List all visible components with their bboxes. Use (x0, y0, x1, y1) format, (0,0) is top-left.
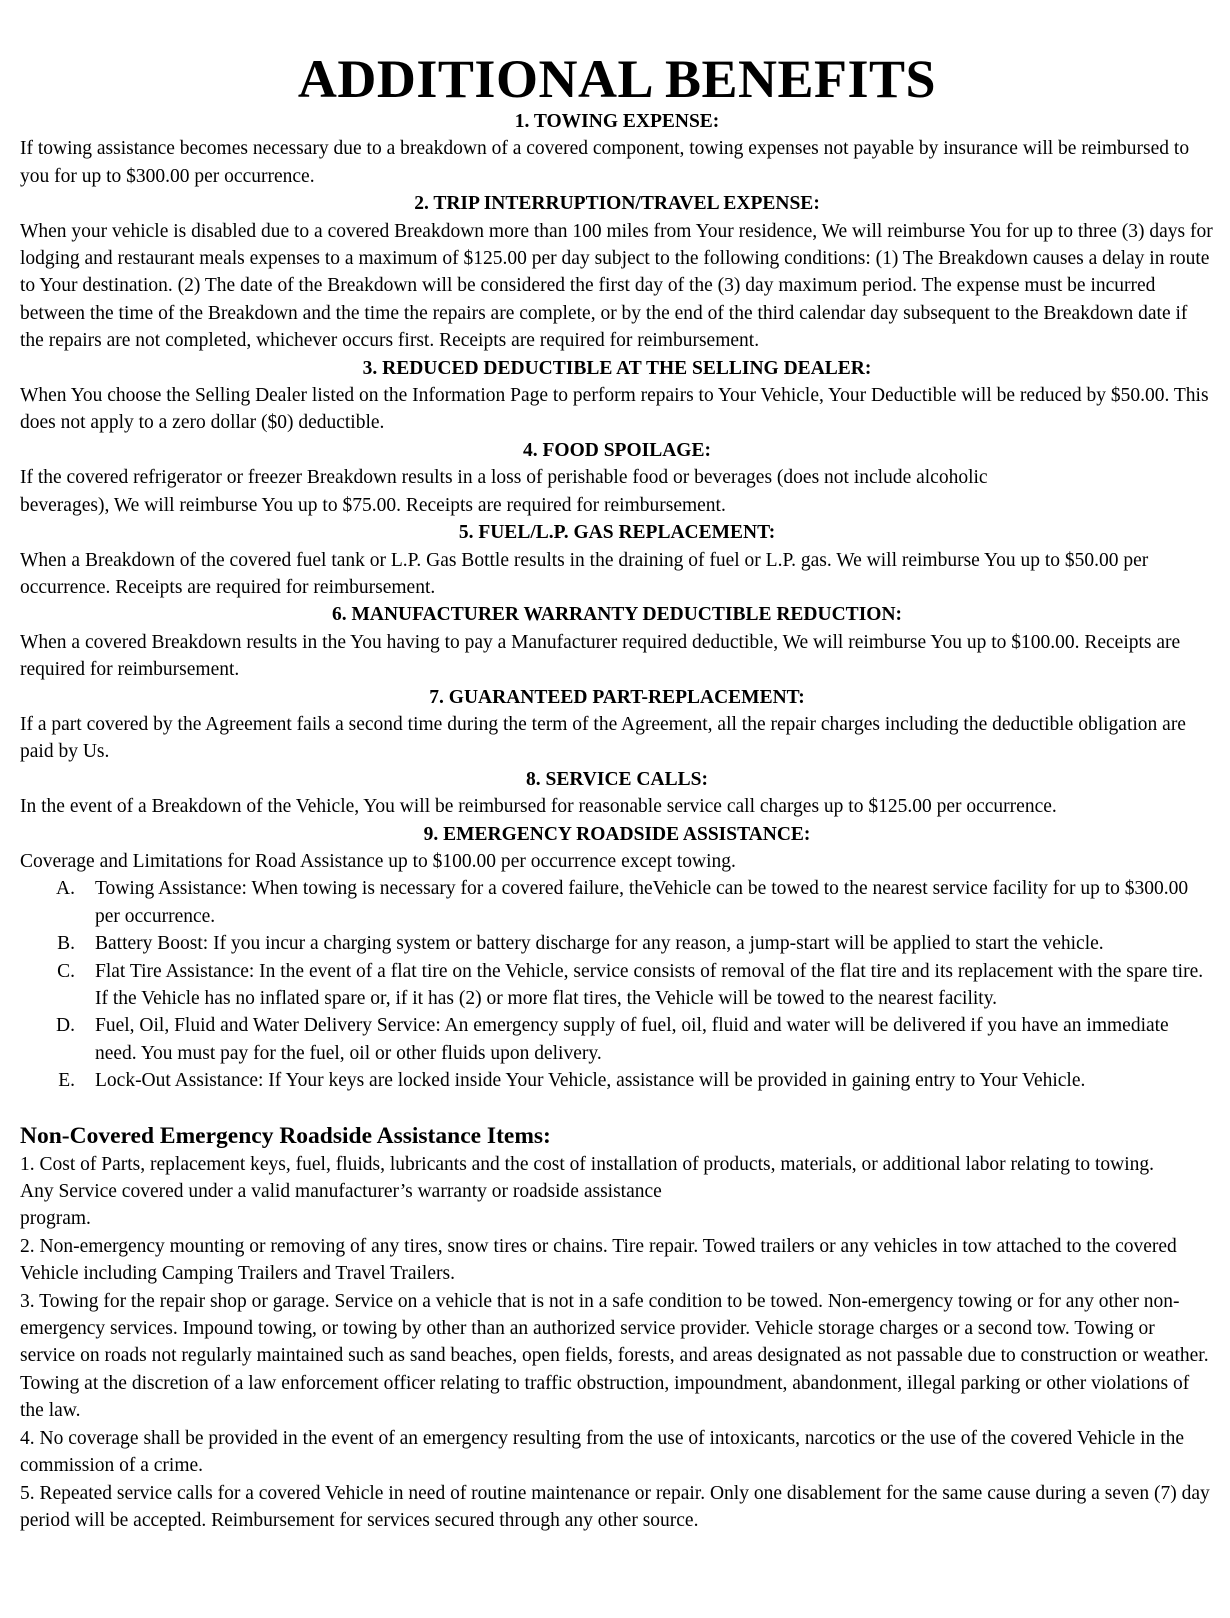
section-fuel-gas-replacement (20, 519, 1214, 601)
document-page (0, 50, 1230, 1618)
section-body: When a Breakdown of the covered fuel tank or L.P. Gas Bottle results in the draining of fuel or L.P. gas. We will reimburse You up to $50.00 per occurrence. Receipts are required for reimbursement. (20, 549, 1149, 598)
section-towing-expense (20, 108, 1214, 190)
section-heading: 6. MANUFACTURER WARRANTY DEDUCTIBLE REDUCTION: (331, 604, 903, 626)
section-manufacturer-deductible (20, 601, 1214, 683)
list-item-text: Battery Boost: If you incur a charging system or battery discharge for any reason, a jump-start will be applied to start the vehicle. (95, 933, 1104, 955)
list-marker: D. (56, 1015, 75, 1037)
non-covered-item: 3. Towing for the repair shop or garage. Service on a vehicle that is not in a safe condition to be towed. Non-emergency towing or for any other non-emergency services. Impound towing, or towing by other than an authorized service provider. Vehicle storage charges or a second tow. Towing or service on roads not regularly maintained such as sand beaches, open fields, forests, and areas designated as not passable due to construction or weather. Towing at the discretion of a law enforcement officer relating to traffic obstruction, impoundment, abandonment, illegal parking or other violations of the law. (20, 1290, 1209, 1422)
section-service-calls (20, 766, 1214, 821)
non-covered-item: 2. Non-emergency mounting or removing of any tires, snow tires or chains. Tire repair. Towed trailers or any vehicles in tow attached to the covered Vehicle including Camping Trailers and Travel Trailers. (20, 1235, 1177, 1285)
section-heading: 9. EMERGENCY ROADSIDE ASSISTANCE: (423, 823, 811, 845)
list-item-text: Towing Assistance: When towing is necessary for a covered failure, theVehicle can be towed to the nearest service facility for up to $300.00 per occurrence. (95, 878, 1189, 927)
list-marker: B. (57, 933, 75, 955)
section-body: If towing assistance becomes necessary due to a breakdown of a covered component, towing expenses not payable by insurance will be reimbursed to you for up to $300.00 per occurrence. (20, 138, 1190, 187)
list-item-text: Lock-Out Assistance: If Your keys are locked inside Your Vehicle, assistance will be provided in gaining entry to Your Vehicle. (95, 1070, 1086, 1092)
list-marker: E. (58, 1070, 75, 1092)
section-body: In the event of a Breakdown of the Vehicle, You will be reimbursed for reasonable service call charges up to $125.00 per occurrence. (20, 796, 1057, 818)
section-body: When You choose the Selling Dealer listed on the Information Page to perform repairs to Your Vehicle, Your Deductible will be reduced by $50.00. This does not apply to a zero dollar ($0) deductible. (20, 385, 1209, 434)
section-heading: 7. GUARANTEED PART-REPLACEMENT: (429, 686, 805, 708)
list-item (20, 1067, 1214, 1094)
section-heading: 2. TRIP INTERRUPTION/TRAVEL EXPENSE: (414, 193, 820, 215)
section-body: Coverage and Limitations for Road Assistance up to $100.00 per occurrence except towing. (20, 850, 736, 872)
document-title: ADDITIONAL BENEFITS (297, 49, 937, 109)
non-covered-item-line: program. (20, 1208, 91, 1230)
section-heading: 5. FUEL/L.P. GAS REPLACEMENT: (458, 522, 776, 544)
non-covered-item (20, 1151, 1214, 1233)
non-covered-section (20, 1121, 1214, 1535)
section-heading: 1. TOWING EXPENSE: (514, 111, 720, 132)
non-covered-item: 5. Repeated service calls for a covered Vehicle in need of routine maintenance or repair. Only one disablement for the same cause during a seven (7) day period will be accepted. Reimbursement for services secured through any other source. (20, 1482, 1210, 1531)
list-item-text: Flat Tire Assistance: In the event of a flat tire on the Vehicle, service consists of removal of the flat tire and its replacement with the spare tire. If the Vehicle has no inflated spare or, if it has (2) or more flat tires, the Vehicle will be towed to the nearest facility. (95, 960, 1204, 1009)
list-item (20, 1012, 1214, 1067)
non-covered-item: 4. No coverage shall be provided in the event of an emergency resulting from the use of intoxicants, narcotics or the use of the covered Vehicle in the commission of a crime. (20, 1427, 1185, 1477)
section-heading: 3. REDUCED DEDUCTIBLE AT THE SELLING DEALER: (362, 357, 872, 379)
list-item (20, 958, 1214, 1013)
section-roadside-assistance (20, 821, 1214, 1095)
list-item-text: Fuel, Oil, Fluid and Water Delivery Service: An emergency supply of fuel, oil, fluid and water will be delivered if you have an immediate need. You must pay for the fuel, oil or other fluids upon delivery. (95, 1015, 1169, 1064)
section-food-spoilage (20, 437, 1214, 519)
non-covered-item-line: 1. Cost of Parts, replacement keys, fuel, fluids, lubricants and the cost of installation of products, materials, or additional labor relating to towing. Any Service covered under a valid manufacturer’s warranty or roadside assistance (20, 1153, 1154, 1203)
non-covered-title: Non-Covered Emergency Roadside Assistance Items: (20, 1122, 551, 1149)
section-guaranteed-part (20, 684, 1214, 766)
section-body: If a part covered by the Agreement fails a second time during the term of the Agreement, all the repair charges including the deductible obligation are paid by Us. (20, 713, 1186, 763)
section-reduced-deductible (20, 355, 1214, 437)
section-body: When a covered Breakdown results in the You having to pay a Manufacturer required deductible, We will reimburse You up to $100.00. Receipts are required for reimbursement. (20, 631, 1181, 681)
list-marker: C. (57, 960, 75, 982)
roadside-items-list (20, 875, 1214, 1094)
section-body: When your vehicle is disabled due to a covered Breakdown more than 100 miles from Your residence, We will reimburse You for up to three (3) days for lodging and restaurant meals expenses to a maximum of $125.00 per day subject to the following conditions: (1) The Breakdown causes a delay in route to Your destination. (2) The date of the Breakdown will be considered the first day of the (3) day maximum period. The expense must be incurred between the time of the Breakdown and the time the repairs are complete, or by the end of the third calendar day subsequent to the Breakdown date if the repairs are not completed, whichever occurs first. Receipts are required for reimbursement. (20, 220, 1213, 352)
list-marker: A. (56, 878, 75, 900)
section-body: If the covered refrigerator or freezer Breakdown results in a loss of perishable food or beverages (does not include alcoholic beverages), We will reimburse You up to $75.00. Receipts are required for reimbursement. (20, 467, 988, 516)
list-item (20, 875, 1214, 930)
section-heading: 4. FOOD SPOILAGE: (523, 439, 711, 461)
list-item (20, 930, 1214, 957)
section-trip-interruption (20, 190, 1214, 354)
section-heading: 8. SERVICE CALLS: (526, 768, 708, 790)
